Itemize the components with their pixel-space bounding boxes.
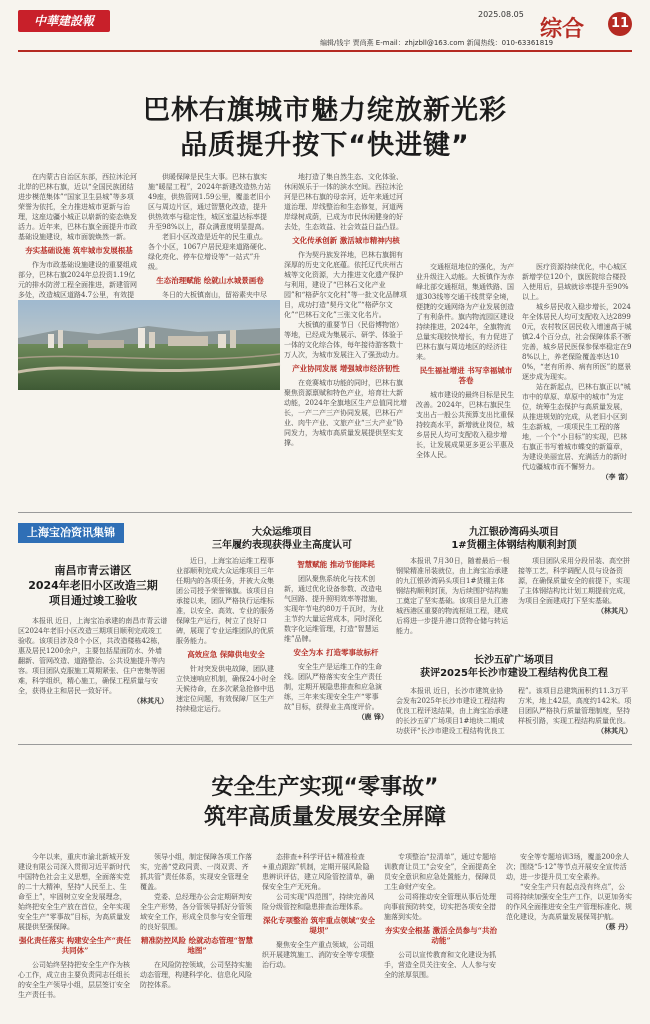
lead-subheading: 生态治理赋能 绘就山水城景画卷: [156, 276, 264, 285]
section-name: 综合: [540, 17, 585, 42]
brief-1-body: [18, 616, 168, 736]
lead-subheading: 产业协同发展 增强城市经济韧性: [292, 364, 400, 373]
lead-column-3: [284, 172, 408, 447]
editor-credits: 编辑/钱宇 贾尚燕 E-mail：zhjzbll@163.com 新闻热线：010-63361819: [320, 39, 554, 47]
brief-3-title: [396, 526, 632, 552]
lead-headline-line1: 巴林右旗城市魅力绽放新光彩: [143, 95, 507, 126]
lead-column-4: [416, 262, 516, 506]
bottom-column-1: [18, 852, 132, 1018]
brief-paragraph: 近日，上海宝冶运维工程事业部顺利完成大众运维项目三年任期内的各项任务，并被大众集团公司授予荣誉锦旗。该项目自承接以来，团队严格执行运维标准，以安全、高效、专业的服务保障生产运行，树立了良好口碑，展现了专业运维团队的优质服务能力。: [176, 557, 274, 645]
brief-2-title-line: 大众运维项目: [252, 527, 312, 538]
page-number-badge: 11: [608, 12, 632, 36]
bottom-paragraph: 今年以来，重庆市渝北新城开发建设有限公司深入贯彻习近平新时代中国特色社会主义思想，全面落实党的二十大精神，坚持“人民至上、生命至上”，牢固树立安全发展理念，始终把安全生产放在首位，全年实现安全生产“零事故”目标，为高质量发展提供坚强保障。: [18, 853, 131, 931]
brief-subheading: 高效应急 保障供电安全: [187, 650, 265, 659]
section-divider: [18, 512, 632, 513]
brief-4-title-line: 获评2025年长沙市建设工程结构优良工程: [420, 668, 608, 679]
lead-paragraph: 地打造了集自然生态、文化体验、休闲娱乐于一体的滨水空间。西拉沐沦河是巴林右旗的母亲河，近年来通过河道治理、岸线整治和生态修复，河道两岸绿树成荫，已成为市民休闲健身的好去处，生态效益、社会效益日益凸显。: [284, 173, 403, 231]
bottom-column-2: [140, 852, 254, 1018]
lead-paragraph: 站在新起点，巴林右旗正以“城市中的草原、草原中的城市”为定位，统筹生态保护与高质量发展，从推进规划的完成，从老旧小区到生态新城，一项项民生工程的落地，一个个“小目标”的实现，巴林右旗正书写着城市蝶变的新篇章，为建设美丽宜居、充满活力的新时代边疆城市而不懈努力。: [522, 383, 631, 471]
brief-paragraph: 本报讯 7月30日，随着最后一根钢梁精准吊装就位，由上海宝冶承建的九江银砂湾码头项目1#货棚主体钢结构顺利封顶，为后续围护结构施工奠定了坚实基础。该项目是九江港城西港区重要的物流枢纽工程，建成后将进一步提升港口货物仓储与转运能力。: [396, 557, 510, 635]
brief-2-column-1: [176, 556, 276, 736]
brief-byline: （林其凡）: [597, 726, 632, 735]
bottom-byline: （蔡 丹）: [601, 922, 632, 931]
brief-4-title: [396, 654, 632, 680]
lead-paragraph: 城乡居民收入稳步增长，2024年全体居民人均可支配收入达28990元，农村牧区居民收入增速高于城镇2.4个百分点，社会保障体系不断完善，城乡居民医保参保率稳定在98%以上，养老保险覆盖率达100%，“老有所养、病有所医”的愿景逐步成为现实。: [522, 303, 632, 381]
masthead: [0, 0, 650, 52]
brief-4-title-line: 长沙五矿广场项目: [474, 655, 554, 666]
bottom-paragraph: 党委、总经理办公会定期研判安全生产形势，各分管领导抓好分管领域安全工作，形成全员参与安全管理的良好氛围。: [140, 893, 252, 931]
bottom-paragraph: 态排查+科学评估+精准检查+重点跟踪”机制，定期开展风险隐患辨识评估，建立风险管控清单，确保安全生产无死角。: [262, 853, 374, 891]
brief-1-title: [18, 563, 168, 608]
lead-column-5: [522, 262, 632, 506]
brief-1-title-line: 项目通过竣工验收: [49, 594, 137, 607]
lead-headline-line2: 品质提升按下“快进键”: [180, 130, 470, 161]
section-divider: [18, 744, 632, 745]
bottom-paragraph: 聚焦安全生产重点领域，公司组织开展建筑施工、消防安全等专项整治行动。: [262, 941, 374, 969]
brief-2-title-line: 三年履约表现获得业主高度认可: [212, 540, 352, 551]
bottom-subheading: 深化专项整治 筑牢重点领域“安全堤坝”: [263, 916, 375, 935]
lead-paragraph: 作为市政基础设施建设的重要组成部分，巴林右旗2024年总投资1.19亿元的排水防涝工程全面推进，新建管网多处，改造城区道路4.7公里，有效提: [18, 261, 137, 299]
bottom-subheading: 夯实安全根基 激活全员参与“共治动能”: [385, 926, 497, 945]
newspaper-logo: 中華建設報: [18, 10, 110, 32]
lead-subheading: 夯实基础设施 筑牢城市发展根基: [25, 246, 133, 255]
bottom-paragraph: 安全等专题培训3场，覆盖200余人次；围绕“5·12”等节点开展安全宣传活动，进一步提升员工安全素养。: [506, 853, 629, 881]
lead-paragraph: 冬日的大板镇南山，留裕素夹中尽: [162, 291, 267, 299]
brief-paragraph: 项目团队采用分段吊装、高空拼接等工艺，科学调配人员与设备资源，在确保质量安全的前提下，实现了主体钢结构比计划工期提前完成，为项目全面建成打下坚实基础。: [518, 557, 630, 605]
bottom-subheading: 精准防控风险 绘就动态管理“智慧地图”: [141, 936, 253, 955]
bottom-headline-line1: 安全生产实现“零事故”: [211, 775, 439, 800]
brief-3-title-line: 九江银砂湾码头项目: [469, 527, 559, 538]
brief-3-column-2: [518, 556, 632, 644]
issue-date: 2025.08.05: [478, 10, 524, 19]
lead-column-2: [148, 172, 272, 300]
brief-1-title-line: 2024年老旧小区改造三期: [28, 579, 158, 592]
lead-paragraph: 交通枢纽地位的强化，为产业升级注入动能。大板镇作为赤峰北部交通枢纽，集通铁路、国道303线等交通干线贯穿全境，便捷的交通网络为产业发展创造了有利条件。旗内物流园区建设持续推进，2024年，全旗物流总量实现较快增长，有力促进了巴林右旗与周边地区的经济往来。: [416, 263, 514, 361]
lead-paragraph: 医疗资源持续优化，中心城区新增学位120个，旗医院综合楼投入使用后，县域就诊率提升至90%以上。: [522, 263, 629, 301]
bottom-paragraph: “安全生产只有起点没有终点”，公司将持续加强安全生产工作，以更加务实的作风全面推进安全生产管理标准化、规范化建设，为高质量发展保驾护航。: [506, 883, 632, 921]
lead-subheading: 文化传承创新 激活城市精神内核: [292, 236, 400, 245]
bottom-paragraph: 公司以宣传教育和文化建设为抓手，营造全员关注安全、人人参与安全的浓厚氛围。: [384, 951, 496, 979]
masthead-rule: [18, 50, 632, 52]
bottom-column-4: [384, 852, 498, 1018]
brief-paragraph: 本报讯 近日，长沙市建筑业协会发布2025年长沙市建设工程结构优良工程评选结果，由上海宝冶承建的长沙五矿广场项目1#地块二期成功获评“长沙市建设工程结构优良工程”。该项目总建筑面积约11.3万平方米，地上42层，高度约142米。项目团队严格执行质量管理制度，坚持样板引路，实现工程结构质量优良。: [396, 687, 632, 735]
lead-paragraph: 城市建设的最终目标是民生改善。2024年，巴林右旗民生支出占一般公共预算支出比重保持较高水平，新增就业岗位，城乡居民人均可支配收入稳步增长，让发展成果更多更公平惠及全体人民。: [416, 391, 514, 459]
lead-column-1: [18, 172, 140, 300]
lead-paragraph: 作为契丹族发祥地，巴林右旗拥有深厚的历史文化底蕴。依托辽代庆州古城等文化资源，大力推进文化遗产保护与利用，建设了“巴林石文化产业园”和“格萨尔文化村”等一批文化品牌项目，成功打造“契丹文化”“格萨尔文化”“巴林石文化”三张文化名片。: [284, 251, 407, 319]
brief-byline: （林其凡）: [133, 696, 168, 705]
bottom-paragraph: 公司实现“四范围”，持续完善风险分级管控和隐患排查治理体系。: [262, 893, 375, 911]
brief-subheading: 智慧赋能 推动节能降耗: [297, 560, 375, 569]
brief-1-title-line: 南昌市青云谱区: [54, 564, 132, 577]
lead-paragraph: 供暖保障是民生大事。巴林右旗实施“暖屋工程”，2024年新建改造热力站49座，供热管网1.59公里，覆盖老旧小区与周边片区，通过智慧化改造，提升供热效率与稳定性，城区室温达标率提升至98%以上，群众满意度明显提高。: [148, 173, 271, 231]
bottom-subheading: 强化责任落实 构建安全生产“责任共同体”: [19, 936, 131, 955]
brief-3-title-line: 1#货棚主体钢结构顺利封顶: [451, 540, 577, 551]
lead-subheading: 民生福祉增进 书写幸福城市答卷: [419, 366, 513, 385]
bottom-paragraph: 公司将推动安全管理从事后处理向事前预防转变，切实把各项安全措施落到实处。: [384, 893, 496, 921]
brief-paragraph: 本报讯 近日，上海宝冶承建的南昌市青云谱区2024年老旧小区改造三期项目顺利完成竣工验收。该项目涉及8个小区，共改造楼栋42栋，惠及居民1200余户，主要包括屋面防水、外墙翻新、管网改造、道路整治、公共设施提升等内容。项目团队克服施工周期紧张、住户密集等困难，科学组织，精心施工，确保工程质量与安全，获得业主和居民一致好评。: [18, 617, 168, 695]
bottom-paragraph: 公司始终坚持把安全生产作为核心工作，成立由主要负责同志任组长的安全生产领导小组，层层签订安全生产责任书。: [18, 961, 130, 999]
lead-paragraph: 在竞赛城市功能的同时，巴林右旗聚焦资源禀赋和特色产业，培育壮大新动能，2024年全旗地区生产总值同比增长，一产二产三产协同发展，巴林石产业、肉牛产业、文旅产业“三大产业”协同发力，为城市高质量发展提供坚实支撑。: [284, 379, 407, 447]
brief-paragraph: 安全生产是运维工作的生命线。团队严格落实安全生产责任制，定期开展隐患排查和应急演练，三年来实现安全生产“零事故”目标，获得业主高度评价。: [284, 663, 382, 711]
brief-paragraph: 团队聚焦系统化与技术创新，通过优化设备参数、改造电气回路、提升照明效率等措施，实现年节电约80万千瓦时，为业主节约大量运营成本，同时深化数字化运维管理，打造“智慧运维”品牌。: [284, 575, 384, 643]
lead-paragraph: 在内蒙古自治区东部，西拉沐沦河北岸的巴林右旗，近以“全国民族团结进步模范集体”“国家卫生县城”等多项荣誉为依托，全力推进城市更新与治理，这座边疆小城正以崭新的姿态焕发活力。近年来，巴林右旗全面提升市政基础设施建设，城市面貌焕然一新。: [18, 173, 137, 241]
brief-2-column-2: [284, 556, 388, 736]
brief-3-column-1: [396, 556, 510, 644]
lead-byline: （李 富）: [601, 472, 632, 481]
bottom-paragraph: 在风险防控领域，公司坚持实施动态管理，构建科学化、信息化风险防控体系。: [140, 961, 252, 989]
news-digest-tag: 上海宝冶资讯集锦: [18, 523, 124, 543]
brief-subheading: 安全为本 打造零事故标杆: [293, 648, 379, 657]
bottom-paragraph: 领导小组，制定保障各项工作落实，完善“党政同责、一岗双责、齐抓共管”责任体系，实现安全管理全覆盖。: [140, 853, 252, 891]
bottom-column-5: [506, 852, 632, 1018]
brief-2-title: [176, 526, 388, 552]
brief-paragraph: 针对突发供电故障，团队建立快速响应机制，确保24小时全天候待命，在多次紧急抢修中迅速定位问题，有效保障厂区生产持续稳定运行。: [176, 665, 276, 713]
brief-byline: （鹿 锋）: [357, 712, 388, 721]
lead-paragraph: 大板镇的重要节日（民俗博物馆）等地，已经成为集展示、研学、体验于一体的文化综合体，每年接待游客数十万人次，为城市发展注入了强劲动力。: [284, 321, 403, 359]
bottom-headline-line2: 筑牢高质量发展安全屏障: [203, 805, 446, 830]
bottom-column-3: [262, 852, 376, 1018]
brief-4-body: [396, 686, 632, 738]
city-aerial-photo: [18, 300, 280, 390]
brief-byline: （林其凡）: [597, 606, 632, 615]
bottom-paragraph: 专项整治“拉清单”，通过专题培训教育让员工“会安全”，全面提高全员安全意识和应急处置能力，保障员工生命财产安全。: [384, 853, 497, 891]
lead-paragraph: 老旧小区改造是近年的民生重点。各个小区，1067户居民迎来道路硬化、绿化亮化、停车位增设等“一站式”升级。: [148, 233, 271, 271]
